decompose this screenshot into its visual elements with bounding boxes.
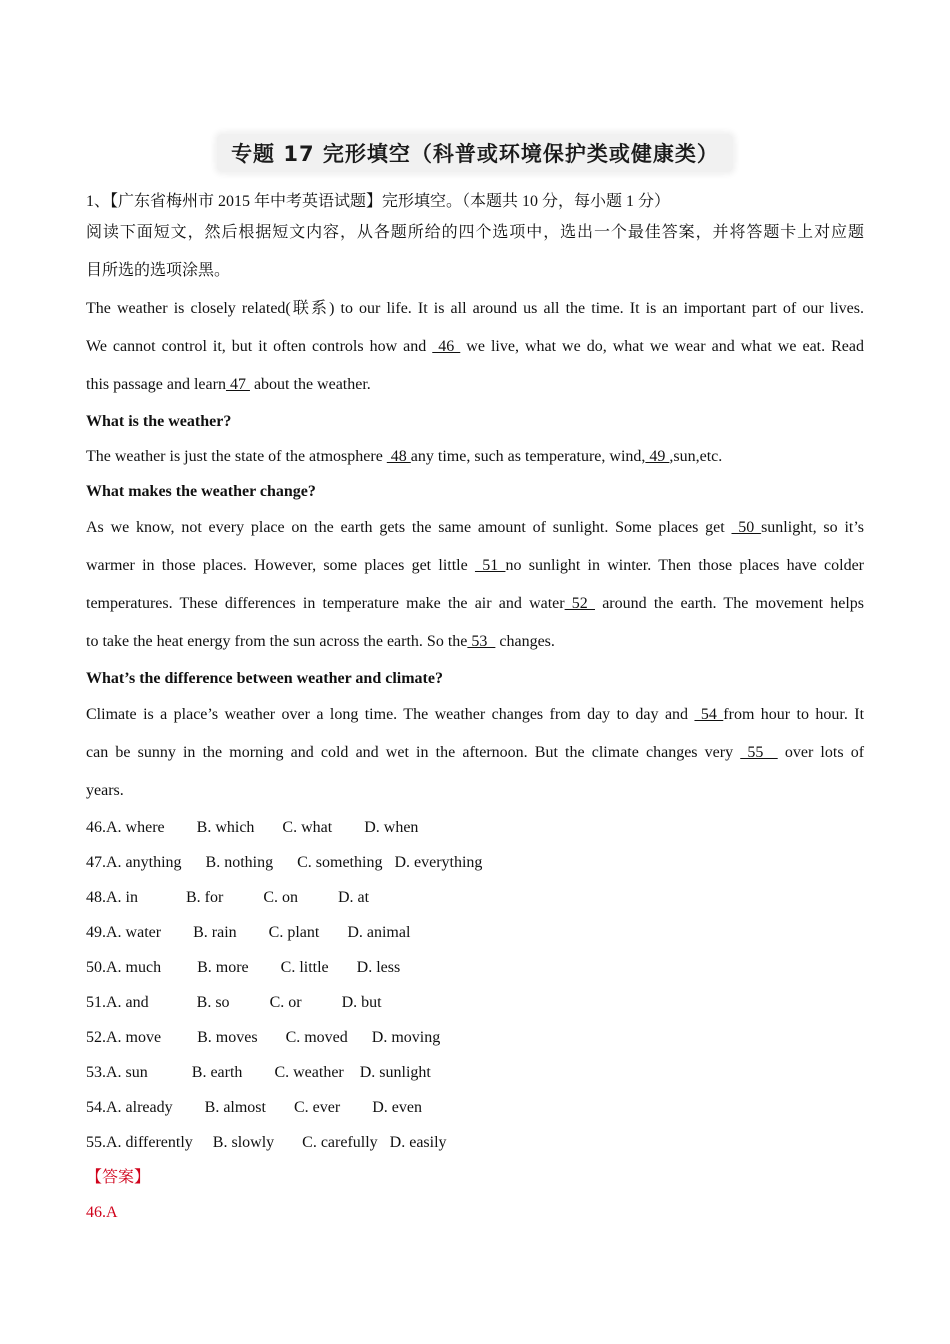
blank-49: 49 [645, 448, 670, 465]
passage-line: warmer in those places. However, some places get little 51 no sunlight in winter. Then those places have colder [86, 557, 865, 574]
blank-51: 51 [474, 557, 506, 574]
passage-line: The weather is just the state of the atmosphere 48 any time, such as temperature, wind, 49 ,sun,etc. [86, 448, 723, 465]
blank-54: 54 [694, 706, 724, 723]
blank-47: 47 [225, 376, 250, 393]
blank-55: 55 [740, 744, 778, 761]
document-body [86, 190, 864, 1230]
answer-item: 46.A [86, 1204, 118, 1221]
answer-label: 【答案】 [86, 1169, 151, 1186]
passage-line: As we know, not every place on the earth gets the same amount of sunlight. Some places get 50 sunlight, so it’s [86, 519, 865, 536]
option-row: 47.A. anything B. nothing C. something D. everything [86, 854, 483, 871]
option-row: 51.A. and B. so C. or D. but [86, 994, 382, 1011]
blank-48: 48 [386, 448, 411, 465]
passage-line: to take the heat energy from the sun across the earth. So the 53 changes. [86, 633, 555, 650]
passage-line: We cannot control it, but it often controls how and 46 we live, what we do, what we wear and what we eat. Read [86, 338, 864, 355]
passage-line: Climate is a place’s weather over a long time. The weather changes from day to day and 54 from hour to hour. It [86, 706, 865, 723]
blank-46: 46 [432, 338, 461, 355]
section-heading: What makes the weather change? [86, 483, 316, 500]
section-heading: What is the weather? [86, 413, 232, 430]
passage-line: years. [86, 782, 124, 799]
blank-53: 53 [467, 633, 496, 650]
section-heading: What’s the difference between weather and climate? [86, 670, 443, 687]
option-row: 46.A. where B. which C. what D. when [86, 819, 419, 836]
instruction-line: 阅读下面短文，然后根据短文内容，从各题所给的四个选项中，选出一个最佳答案，并将答题卡上对应题 [86, 224, 864, 241]
options-list [86, 810, 864, 1160]
passage-line: this passage and learn 47 about the weather. [86, 376, 371, 393]
option-row: 48.A. in B. for C. on D. at [86, 889, 370, 906]
question-heading: 1、【广东省梅州市 2015 年中考英语试题】完形填空。（本题共 10 分，每小题 1 分） [86, 193, 671, 210]
passage-line: temperatures. These differences in temperature make the air and water 52 around the earth. The movement helps [86, 595, 865, 612]
instruction-line: 目所选的选项涂黑。 [86, 262, 231, 279]
option-row: 55.A. differently B. slowly C. carefully D. easily [86, 1134, 447, 1151]
option-row: 50.A. much B. more C. little D. less [86, 959, 401, 976]
blank-50: 50 [731, 519, 762, 536]
option-row: 52.A. move B. moves C. moved D. moving [86, 1029, 441, 1046]
option-row: 53.A. sun B. earth C. weather D. sunlight [86, 1064, 431, 1081]
option-row: 49.A. water B. rain C. plant D. animal [86, 924, 411, 941]
option-row: 54.A. already B. almost C. ever D. even [86, 1099, 422, 1116]
page-title: 专题 17 完形填空（科普或环境保护类或健康类） [0, 134, 950, 172]
blank-52: 52 [564, 595, 595, 612]
passage-line: can be sunny in the morning and cold and wet in the afternoon. But the climate changes very 55 over lots of [86, 744, 865, 761]
passage-line: The weather is closely related(联系) to our life. It is all around us all the time. It is an important part of our lives. [86, 300, 864, 317]
